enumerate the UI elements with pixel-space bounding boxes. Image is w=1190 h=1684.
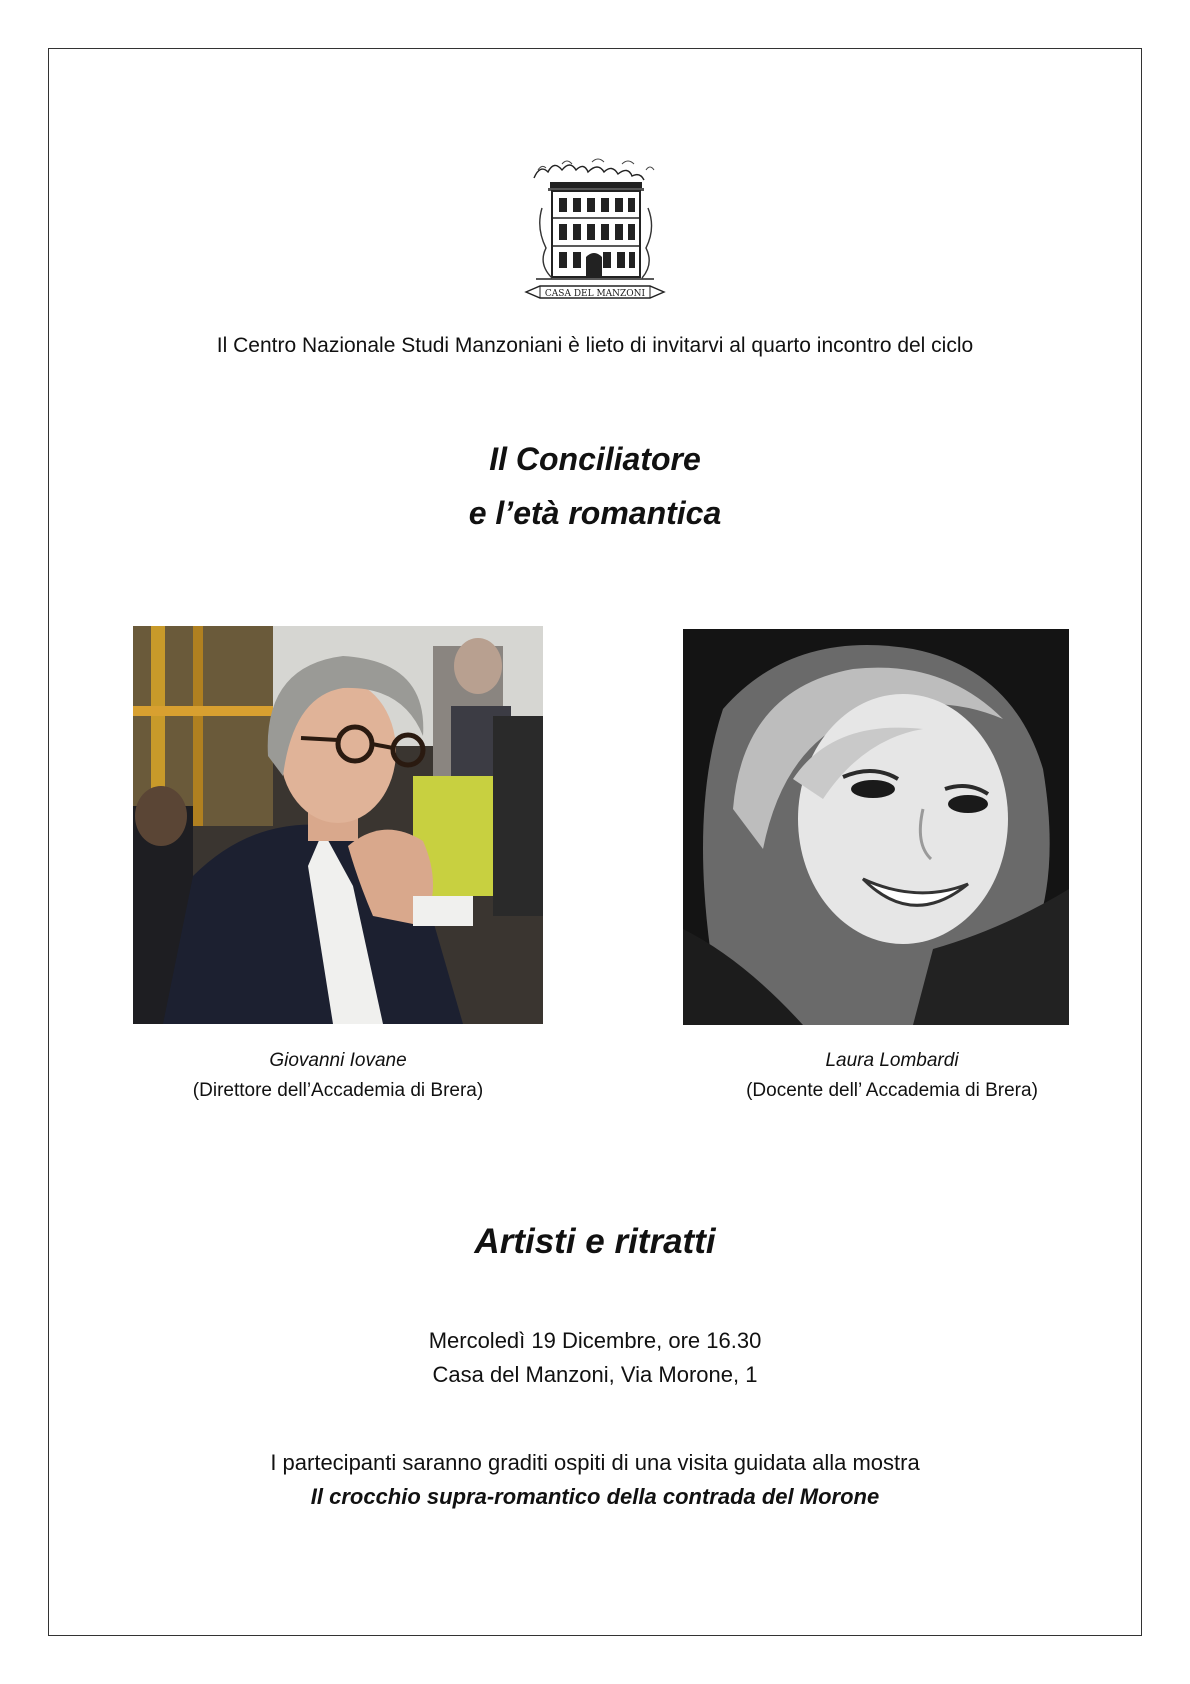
event-date-time: Mercoledì 19 Dicembre, ore 16.30 (428, 1328, 762, 1353)
speaker-name-1: Giovanni Iovane (269, 1050, 407, 1071)
speaker-photo-giovanni-iovane (133, 626, 543, 1024)
event-details (0, 1324, 1190, 1392)
cycle-title-line-2: e l’età romantica (468, 495, 722, 531)
speaker-role-2: (Docente dell’ Accademia di Brera) (746, 1080, 1038, 1101)
cycle-title (0, 432, 1190, 540)
building-engraving-icon (522, 148, 668, 308)
closing-line: I partecipanti saranno graditi ospiti di una visita guidata alla mostra (270, 1450, 920, 1475)
cycle-title-line-1: Il Conciliatore (489, 441, 701, 477)
speaker-photo-laura-lombardi (683, 629, 1069, 1025)
exhibit-title: Il crocchio supra-romantico della contrada del Morone (310, 1484, 880, 1509)
event-title: Artisti e ritratti (474, 1222, 716, 1261)
event-location: Casa del Manzoni, Via Morone, 1 (432, 1362, 758, 1387)
speaker-role-1: (Direttore dell’Accademia di Brera) (192, 1080, 484, 1101)
svg-text:CASA DEL MANZONI: CASA DEL MANZONI (544, 289, 646, 299)
speaker-name-2: Laura Lombardi (825, 1050, 959, 1071)
closing-note (0, 1446, 1190, 1514)
intro-text: Il Centro Nazionale Studi Manzoniani è lieto di invitarvi al quarto incontro del ciclo (216, 334, 974, 357)
speaker-caption-1 (133, 1046, 543, 1106)
speaker-caption-2 (683, 1046, 1101, 1106)
